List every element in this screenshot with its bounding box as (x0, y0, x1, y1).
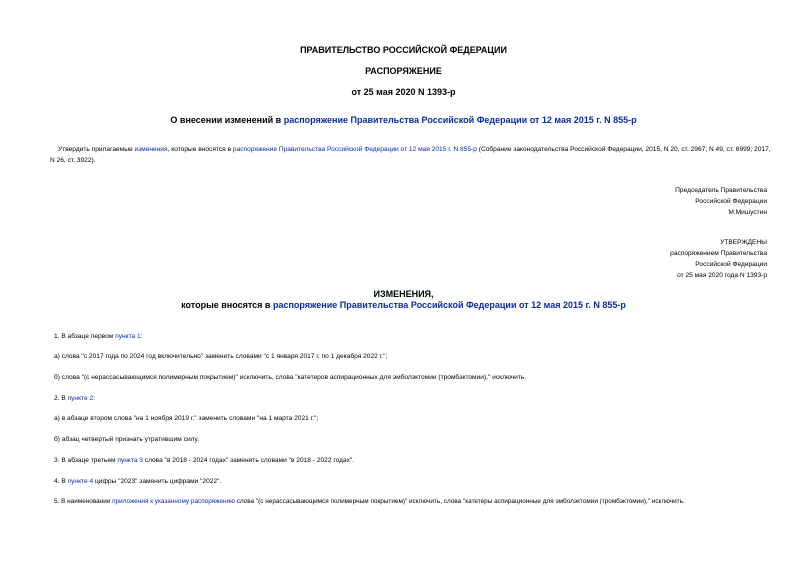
changes-sub-prefix: которые вносятся в (181, 300, 273, 310)
approved-line-1: УТВЕРЖДЕНЫ (720, 239, 767, 246)
intro-link-order[interactable]: распоряжение Правительства Российской Федерации от 12 мая 2015 г. N 855-р (232, 146, 477, 153)
item-2-text-b: : (93, 395, 95, 402)
item-2a: а) в абзаце втором слова "на 1 ноября 2019 г." заменить словами "на 1 марта 2021 г."; (54, 415, 319, 422)
item-5 (54, 496, 685, 507)
intro-text-3: (Собрание законодательства Российской Федерации, 2015, N 20, ст. 2967; N 49, ст. 6999; 2017, N 26, ст. 3922). (50, 146, 771, 164)
item-1-link[interactable]: пункта 1 (115, 333, 141, 340)
intro-link-changes[interactable]: изменения (134, 146, 168, 153)
item-4 (54, 476, 221, 487)
approved-line-2: распоряжением Правительства (670, 250, 767, 257)
item-5-link[interactable]: приложения к указанному распоряжению (112, 498, 235, 505)
item-1-text-a: 1. В абзаце первом (54, 333, 116, 340)
item-4-link[interactable]: пункте 4 (67, 478, 94, 485)
item-4-text-b: цифры "2023" заменить цифрами "2022". (93, 478, 222, 485)
intro-paragraph (50, 144, 772, 166)
signature-line-2: Российской Федерации (695, 198, 767, 205)
intro-text-1: Утвердить прилагаемые (58, 146, 135, 153)
item-2-text-a: 2. В (54, 395, 68, 402)
government-name: ПРАВИТЕЛЬСТВО РОССИЙСКОЙ ФЕДЕРАЦИИ (300, 45, 507, 55)
approved-line-4: от 25 мая 2020 года N 1393-р (677, 272, 767, 279)
item-5-text-b: слова "(с нерассасывающимся полимерным покрытием)" исключить, слова "катетеры аспирационные для эмболэктомии (тромбэктомии)," исключить. (234, 498, 685, 505)
intro-text-2: , которые вносятся в (167, 146, 233, 153)
item-1-text-b: : (140, 333, 143, 340)
item-2b: б) абзац четвертый признать утратившим силу. (54, 436, 199, 443)
document-title (0, 115, 807, 125)
signature-line-1: Председатель Правительства (675, 187, 767, 194)
item-1b: б) слова "(с нерассасывающимся полимерным покрытием)" исключить, слова "катетеров аспирационных для эмболэктомии (тромбэктомии)," исключить. (54, 374, 527, 381)
title-prefix: О внесении изменений в (170, 115, 284, 125)
item-3-text-a: 3. В абзаце третьем (54, 457, 118, 464)
item-1a: а) слова "с 2017 года по 2024 год включительно" заменить словами "с 1 января 2017 г. по 1 декабря 2022 г."; (54, 353, 388, 360)
changes-sub-link[interactable]: распоряжение Правительства Российской Федерации от 12 мая 2015 г. N 855-р (272, 300, 626, 310)
title-link[interactable]: распоряжение Правительства Российской Федерации от 12 мая 2015 г. N 855-р (283, 115, 637, 125)
approved-line-3: Российской Федерации (695, 261, 767, 268)
changes-heading: ИЗМЕНЕНИЯ, (373, 289, 434, 299)
item-2 (54, 393, 95, 404)
approved-block (670, 237, 767, 281)
item-2-link[interactable]: пункте 2 (67, 395, 94, 402)
item-5-text-a: 5. В наименовании (54, 498, 113, 505)
document-date: от 25 мая 2020 N 1393-р (351, 87, 456, 97)
item-4-text-a: 4. В (54, 478, 68, 485)
item-3 (54, 455, 354, 466)
item-3-link[interactable]: пункта 3 (117, 457, 143, 464)
signature-block (675, 185, 767, 218)
item-3-text-b: слова "в 2018 - 2024 годах" заменить словами "в 2018 - 2022 годах". (142, 457, 355, 464)
document-type: РАСПОРЯЖЕНИЕ (365, 66, 442, 76)
changes-subheading (0, 300, 807, 310)
item-1 (54, 331, 143, 342)
signature-line-3: М.Мишустин (728, 209, 767, 216)
